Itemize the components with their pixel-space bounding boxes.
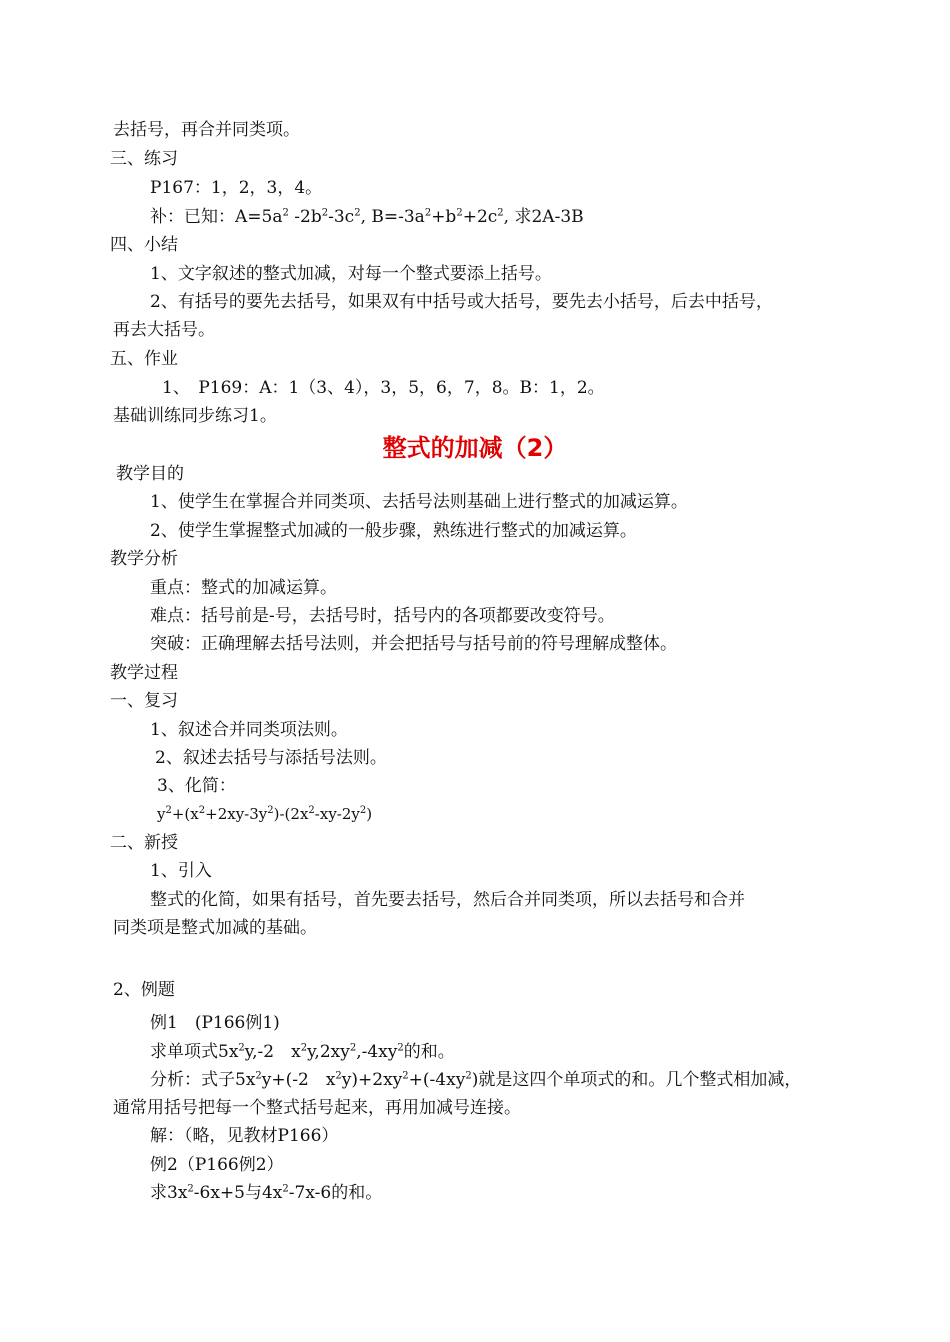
text-line: 2、使学生掌握整式加减的一般步骤，熟练进行整式的加减运算。 [150, 521, 637, 541]
text-line: 1、文字叙述的整式加减，对每一个整式要添上括号。 [150, 264, 552, 284]
text-line: 例1 (P166例1) [150, 1013, 280, 1033]
section-heading: 三、练习 [110, 149, 178, 169]
section-heading: 教学分析 [110, 549, 178, 569]
section-heading: 教学过程 [110, 663, 178, 683]
text-line: 2、叙述去括号与添括号法则。 [155, 748, 387, 768]
section-heading: 教学目的 [116, 464, 184, 484]
text-line: P167：1，2，3，4。 [150, 178, 323, 198]
text-line: 求$3x^2-6x+5$与$4x^2-7x-6$的和。 [150, 1183, 383, 1203]
text-line: 基础训练同步练习1。 [113, 406, 277, 426]
text-line: 1、引入 [150, 861, 212, 881]
text-line: 分析：式子$5x^2y+(-2$ $x^2y)+2xy^2+(-4xy^2)$就是这四个单项式的和。几个整式相加减， [150, 1070, 802, 1090]
section-heading: 五、作业 [110, 349, 178, 369]
text-line: 1、 P169：A：1（3、4），3，5，6，7，8。B：1，2。 [162, 378, 605, 398]
text-line: 2、有括号的要先去括号，如果双有中括号或大括号，要先去小括号，后去中括号， [150, 292, 773, 312]
text-line: 例2（P166例2） [150, 1155, 284, 1175]
text-line: 再去大括号。 [113, 320, 215, 340]
text-line: 重点：整式的加减运算。 [150, 578, 337, 598]
page-title: 整式的加减（2） [382, 434, 568, 462]
text-line: 1、叙述合并同类项法则。 [150, 720, 348, 740]
text-line: 难点：括号前是-号，去括号时，括号内的各项都要改变符号。 [150, 606, 615, 626]
text-line: 1、使学生在掌握合并同类项、去括号法则基础上进行整式的加减运算。 [150, 492, 688, 512]
section-heading: 二、新授 [110, 833, 178, 853]
text-line: 3、化简： [157, 776, 236, 796]
text-line: 2、例题 [113, 980, 175, 1000]
section-heading: 四、小结 [110, 235, 178, 255]
text-line: 去括号，再合并同类项。 [113, 120, 300, 140]
text-line: 突破：正确理解去括号法则，并会把括号与括号前的符号理解成整体。 [150, 634, 677, 654]
text-line: 通常用括号把每一个整式括号起来，再用加减号连接。 [113, 1098, 521, 1118]
section-heading: 一、复习 [110, 691, 178, 711]
text-line: 同类项是整式加减的基础。 [113, 918, 317, 938]
text-line: 整式的化简，如果有括号，首先要去括号，然后合并同类项，所以去括号和合并 [150, 890, 745, 910]
text-line: 求单项式$5x^2y,-2$ $x^2y,2xy^2,-4xy^2$的和。 [150, 1042, 455, 1062]
text-line: 解：（略，见教材P166） [150, 1126, 339, 1146]
expression: $y^2+(x^2+2xy-3y^2)-(2x^2-xy-2y^2)$ [157, 805, 373, 823]
text-line: 补：已知：$A=5a^2$ $-2b^2-3c^2$, $B=-3a^2+b^2+2c^2$, 求2A-3B [150, 207, 584, 227]
